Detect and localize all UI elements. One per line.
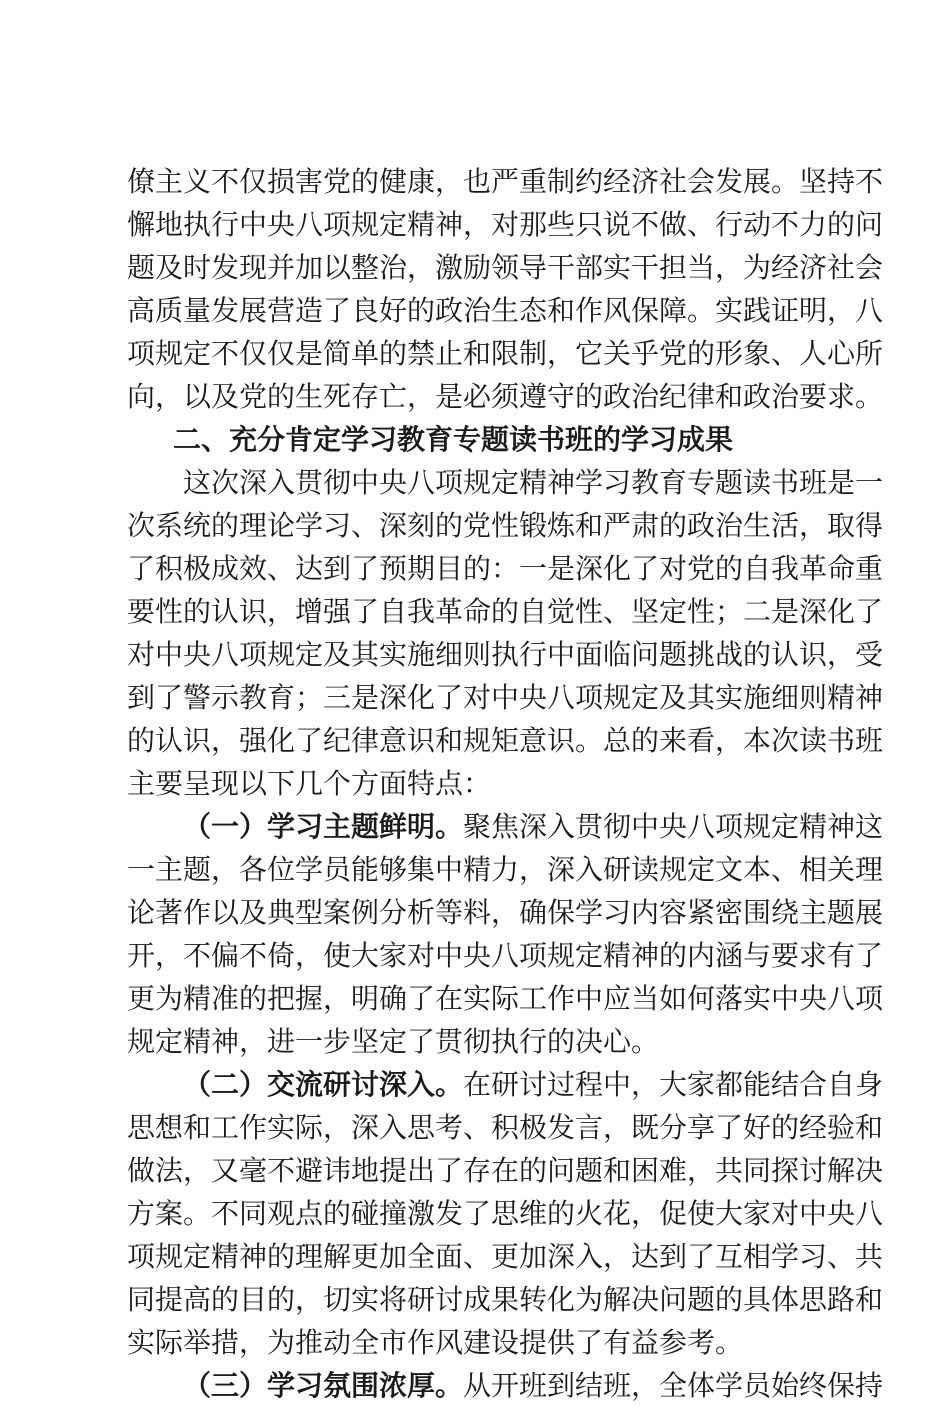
text-line: 论著作以及典型案例分析等料，确保学习内容紧密围绕主题展 (127, 896, 884, 929)
section-heading: 二、充分肯定学习教育专题读书班的学习成果 (173, 423, 734, 456)
text-line: 实际举措，为推动全市作风建设提供了有益参考。 (127, 1326, 744, 1359)
item-text: 从开班到结班，全体学员始终保持 (463, 1369, 884, 1402)
text-line: 向，以及党的生死存亡，是必须遵守的政治纪律和政治要求。 (127, 380, 884, 413)
item-two (127, 1063, 884, 1364)
text-line: 项规定精神的理解更加全面、更加深入，达到了互相学习、共 (127, 1240, 884, 1273)
text-line: 了积极成效、达到了预期目的：一是深化了对党的自我革命重 (127, 552, 884, 585)
text-line: 同提高的目的，切实将研讨成果转化为解决问题的具体思路和 (127, 1283, 884, 1316)
text-line: 更为精准的把握，明确了在实际工作中应当如何落实中央八项 (127, 982, 884, 1015)
text-line: 僚主义不仅损害党的健康，也严重制约经济社会发展。坚持不 (127, 165, 884, 198)
text-line: 项规定不仅仅是简单的禁止和限制，它关乎党的形象、人心所 (127, 337, 884, 370)
text-line: 到了警示教育；三是深化了对中央八项规定及其实施细则精神 (127, 681, 884, 714)
text-line: 这次深入贯彻中央八项规定精神学习教育专题读书班是一 (183, 466, 884, 499)
item-three (127, 1364, 884, 1407)
text-line (127, 1364, 884, 1407)
item-one (127, 805, 884, 1063)
text-line: 次系统的理论学习、深刻的党性锻炼和严肃的政治生活，取得 (127, 509, 884, 542)
document-page (127, 160, 884, 1407)
text-line: 做法，又毫不避讳地提出了存在的问题和困难，共同探讨解决 (127, 1154, 884, 1187)
item-lead: （一）学习主题鲜明。 (183, 810, 464, 843)
text-line (127, 805, 884, 848)
text-line: 规定精神，进一步坚定了贯彻执行的决心。 (127, 1025, 660, 1058)
paragraph-study-results (127, 461, 884, 805)
text-line: 对中央八项规定及其实施细则执行中面临问题挑战的认识，受 (127, 638, 884, 671)
item-lead: （二）交流研讨深入。 (183, 1068, 464, 1101)
text-line: 题及时发现并加以整治，激励领导干部实干担当，为经济社会 (127, 251, 884, 284)
text-line: 开，不偏不倚，使大家对中央八项规定精神的内涵与要求有了 (127, 939, 884, 972)
text-line (127, 1063, 884, 1106)
text-line: 高质量发展营造了良好的政治生态和作风保障。实践证明，八 (127, 294, 884, 327)
text-line: 思想和工作实际，深入思考、积极发言，既分享了好的经验和 (127, 1111, 884, 1144)
text-line: 一主题，各位学员能够集中精力，深入研读规定文本、相关理 (127, 853, 884, 886)
text-line: 方案。不同观点的碰撞激发了思维的火花，促使大家对中央八 (127, 1197, 884, 1230)
item-lead: （三）学习氛围浓厚。 (183, 1369, 464, 1402)
text-line: 主要呈现以下几个方面特点： (127, 767, 492, 800)
text-line: 要性的认识，增强了自我革命的自觉性、坚定性；二是深化了 (127, 595, 884, 628)
item-text: 在研讨过程中，大家都能结合自身 (463, 1068, 884, 1101)
paragraph-continuation (127, 160, 884, 418)
text-line: 懈地执行中央八项规定精神，对那些只说不做、行动不力的问 (127, 208, 884, 241)
item-text: 聚焦深入贯彻中央八项规定精神这 (463, 810, 884, 843)
text-line: 的认识，强化了纪律意识和规矩意识。总的来看，本次读书班 (127, 724, 884, 757)
